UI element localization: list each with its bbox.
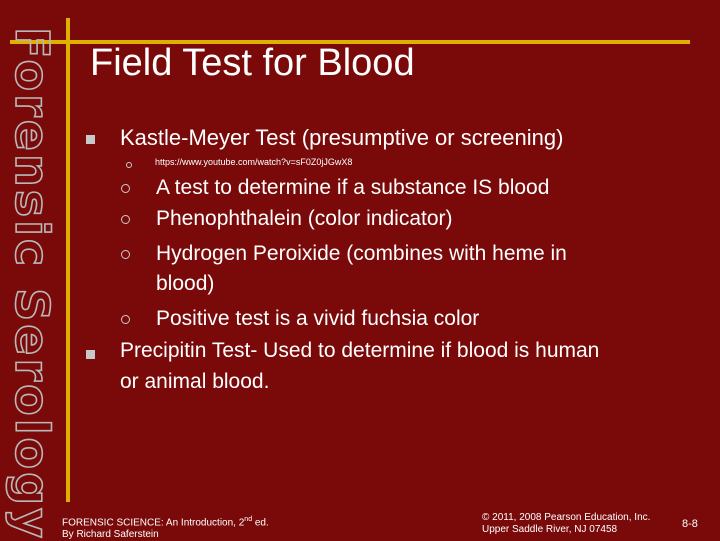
footer-book-title: FORENSIC SCIENCE: An Introduction, 2 (62, 517, 245, 529)
bullet-test-description: A test to determine if a substance IS blood (156, 176, 550, 199)
bullet-hydrogen-peroxide-line1: Hydrogen Peroixide (combines with heme in (156, 242, 567, 265)
footer-edition-superscript: nd (244, 516, 253, 523)
footer-copyright (482, 512, 650, 536)
circle-bullet-icon (121, 184, 130, 193)
circle-bullet-icon (126, 162, 132, 168)
footer-book (62, 514, 269, 541)
footer-author: By Richard Saferstein (62, 529, 159, 541)
side-title (5, 26, 59, 541)
circle-bullet-icon (121, 250, 130, 259)
bullet-phenophthalein: Phenophthalein (color indicator) (156, 207, 453, 230)
side-title-text: Forensic Serology (5, 26, 59, 541)
bullet-hydrogen-peroxide-line2: blood) (156, 272, 215, 295)
vertical-accent-line (66, 18, 70, 502)
page-number: 8-8 (682, 518, 698, 530)
square-bullet-icon (86, 350, 95, 359)
bullet-kastle-meyer: Kastle-Meyer Test (presumptive or screening) (120, 125, 564, 150)
square-bullet-icon (86, 135, 95, 144)
video-link[interactable]: https://www.youtube.com/watch?v=sF0Z0jJGwX8 (155, 157, 353, 167)
slide-title: Field Test for Blood (90, 42, 415, 84)
bullet-precipitin-line1: Precipitin Test- Used to determine if blood is human (120, 339, 600, 362)
footer-copyright-line1: © 2011, 2008 Pearson Education, Inc. (482, 512, 651, 523)
circle-bullet-icon (121, 215, 130, 224)
bullet-positive-test: Positive test is a vivid fuchsia color (156, 307, 480, 330)
circle-bullet-icon (121, 315, 130, 324)
footer-book-edition: ed. (252, 517, 269, 529)
bullet-precipitin-line2: or animal blood. (120, 370, 270, 393)
footer-copyright-line2: Upper Saddle River, NJ 07458 (482, 524, 618, 535)
